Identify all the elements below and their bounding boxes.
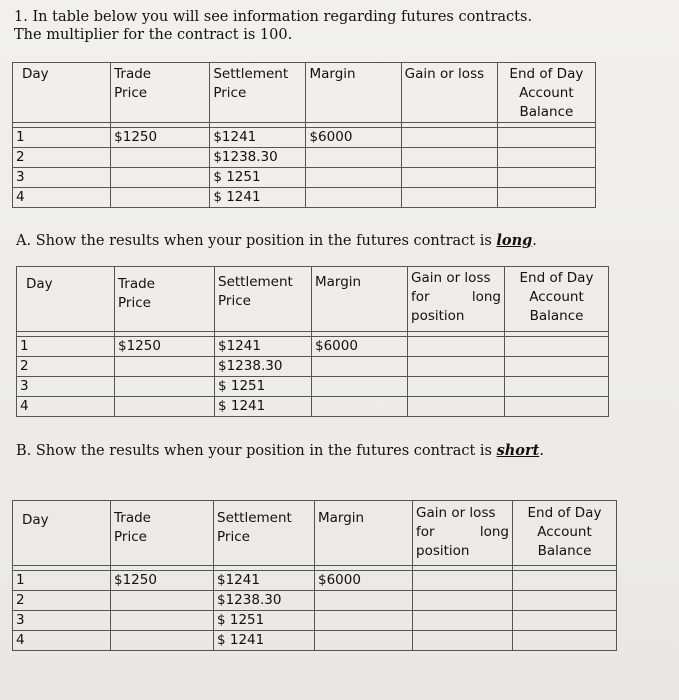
trade-cell: [111, 611, 214, 631]
header-margin: [312, 267, 408, 332]
settle-cell: $1241: [214, 571, 315, 591]
trade-cell: $1250: [111, 128, 210, 148]
header-price-label: Price: [213, 85, 247, 101]
margin-cell: [306, 148, 401, 168]
gain-cell[interactable]: [401, 168, 497, 188]
header-account-label: Account: [529, 289, 584, 305]
margin-cell: [306, 168, 401, 188]
table-row: [17, 397, 609, 417]
header-settlement-label: Settlement: [218, 274, 293, 290]
gain-cell[interactable]: [401, 188, 497, 208]
day-cell: 1: [17, 337, 115, 357]
header-balance-label: Balance: [537, 543, 592, 559]
question-line-1: 1. In table below you will see information regarding futures contracts.: [14, 9, 533, 25]
balance-cell[interactable]: [513, 591, 617, 611]
trade-cell: $1250: [115, 337, 215, 357]
header-for-label: for: [411, 289, 430, 305]
trade-cell: [115, 377, 215, 397]
day-cell: 4: [13, 188, 111, 208]
header-margin: [315, 501, 413, 566]
table-row: [13, 631, 617, 651]
margin-cell: [312, 377, 408, 397]
settle-cell: $1241: [215, 337, 312, 357]
part-b-instruction: [16, 442, 544, 459]
header-end-label: End of Day: [519, 270, 594, 286]
part-b-prefix: B. Show the results when your position in the futures contract is: [16, 443, 497, 459]
futures-table-1: [12, 62, 596, 208]
header-margin-label: Margin: [309, 66, 356, 82]
gain-cell[interactable]: [408, 377, 505, 397]
balance-cell[interactable]: [497, 168, 595, 188]
header-margin-label: Margin: [318, 510, 365, 526]
header-position-label: position: [416, 543, 470, 559]
day-cell: 1: [13, 128, 111, 148]
table-row: [13, 128, 596, 148]
margin-cell: $6000: [315, 571, 413, 591]
part-a-instruction: [16, 232, 537, 249]
margin-cell: [306, 188, 401, 208]
day-cell: 2: [13, 148, 111, 168]
trade-cell: [111, 168, 210, 188]
settle-cell: $1238.30: [214, 591, 315, 611]
trade-cell: [111, 631, 214, 651]
part-b-emphasis: short: [496, 442, 540, 459]
header-trade-label: Trade: [114, 66, 152, 82]
header-end-balance: [505, 267, 609, 332]
balance-cell[interactable]: [505, 337, 609, 357]
trade-cell: [115, 397, 215, 417]
day-cell: 4: [17, 397, 115, 417]
margin-cell: $6000: [306, 128, 401, 148]
day-cell: 1: [13, 571, 111, 591]
question-text: [14, 8, 532, 44]
header-gain-loss: [413, 501, 513, 566]
futures-table-3: [12, 500, 617, 651]
margin-cell: [312, 397, 408, 417]
header-account-label: Account: [537, 524, 592, 540]
balance-cell[interactable]: [513, 611, 617, 631]
margin-cell: [315, 631, 413, 651]
header-settlement-label: Settlement: [213, 66, 289, 82]
margin-cell: $6000: [312, 337, 408, 357]
header-day-label: Day: [26, 276, 53, 292]
header-trade-price: [115, 267, 215, 332]
header-price-label: Price: [118, 295, 151, 311]
settle-cell: $1241: [210, 128, 306, 148]
day-cell: 4: [13, 631, 111, 651]
table-row: [17, 357, 609, 377]
day-cell: 3: [17, 377, 115, 397]
table-row: [13, 611, 617, 631]
margin-cell: [312, 357, 408, 377]
header-margin-label: Margin: [315, 274, 362, 290]
settle-cell: $1238.30: [215, 357, 312, 377]
settle-cell: $ 1251: [215, 377, 312, 397]
day-cell: 2: [13, 591, 111, 611]
header-settlement-price: [214, 501, 315, 566]
header-day: [13, 63, 111, 123]
header-price-label: Price: [217, 529, 250, 545]
header-gain-label: Gain or loss: [404, 66, 485, 82]
header-day: [13, 501, 111, 566]
header-trade-label: Trade: [114, 510, 151, 526]
trade-cell: [111, 148, 210, 168]
header-end-label: End of Day: [527, 505, 602, 521]
header-balance-label: Balance: [519, 104, 574, 120]
gain-cell[interactable]: [408, 357, 505, 377]
trade-cell: $1250: [111, 571, 214, 591]
table-row: [13, 168, 596, 188]
header-gain-loss: [401, 63, 497, 123]
header-gain-loss: [408, 267, 505, 332]
header-price-label: Price: [114, 85, 148, 101]
gain-cell[interactable]: [413, 611, 513, 631]
header-trade-price: [111, 501, 214, 566]
header-long-label: long: [479, 524, 509, 540]
header-settlement-price: [215, 267, 312, 332]
balance-cell[interactable]: [505, 357, 609, 377]
header-margin: [306, 63, 401, 123]
table-row: [13, 571, 617, 591]
gain-cell[interactable]: [413, 631, 513, 651]
day-cell: 3: [13, 168, 111, 188]
header-day: [17, 267, 115, 332]
table-header-row: [13, 63, 596, 123]
header-for-long: [416, 523, 509, 542]
trade-cell: [111, 188, 210, 208]
balance-cell[interactable]: [497, 148, 595, 168]
balance-cell[interactable]: [513, 631, 617, 651]
header-end-balance: [497, 63, 595, 123]
table-header-row: [13, 501, 617, 566]
settle-cell: $1238.30: [210, 148, 306, 168]
header-settlement-label: Settlement: [217, 510, 292, 526]
day-cell: 2: [17, 357, 115, 377]
gain-cell[interactable]: [408, 397, 505, 417]
balance-cell[interactable]: [513, 571, 617, 591]
header-day-label: Day: [22, 66, 49, 82]
header-day-label: Day: [22, 512, 49, 528]
trade-cell: [115, 357, 215, 377]
balance-cell[interactable]: [497, 188, 595, 208]
table-row: [13, 148, 596, 168]
gain-cell[interactable]: [413, 571, 513, 591]
table-row: [13, 188, 596, 208]
balance-cell[interactable]: [505, 397, 609, 417]
settle-cell: $ 1241: [210, 188, 306, 208]
gain-cell[interactable]: [401, 148, 497, 168]
header-gain-label: Gain or loss: [411, 270, 491, 286]
gain-cell[interactable]: [413, 591, 513, 611]
header-gain-label: Gain or loss: [416, 505, 496, 521]
header-end-balance: [513, 501, 617, 566]
header-end-label: End of Day: [509, 66, 584, 82]
trade-cell: [111, 591, 214, 611]
balance-cell[interactable]: [505, 377, 609, 397]
settle-cell: $ 1241: [214, 631, 315, 651]
header-trade-price: [111, 63, 210, 123]
settle-cell: $ 1241: [215, 397, 312, 417]
table-row: [17, 377, 609, 397]
header-price-label: Price: [114, 529, 147, 545]
header-trade-label: Trade: [118, 276, 155, 292]
header-for-long: [411, 288, 501, 307]
header-price-label: Price: [218, 293, 251, 309]
settle-cell: $ 1251: [210, 168, 306, 188]
header-for-label: for: [416, 524, 435, 540]
part-a-suffix: .: [532, 233, 537, 249]
question-line-2: The multiplier for the contract is 100.: [14, 27, 293, 43]
settle-cell: $ 1251: [214, 611, 315, 631]
gain-cell[interactable]: [408, 337, 505, 357]
header-account-label: Account: [519, 85, 574, 101]
gain-cell[interactable]: [401, 128, 497, 148]
table-row: [13, 591, 617, 611]
part-a-emphasis: long: [496, 232, 533, 249]
day-cell: 3: [13, 611, 111, 631]
table-row: [17, 337, 609, 357]
table-header-row: [17, 267, 609, 332]
futures-table-2: [16, 266, 609, 417]
balance-cell[interactable]: [497, 128, 595, 148]
part-a-prefix: A. Show the results when your position in the futures contract is: [16, 233, 497, 249]
margin-cell: [315, 591, 413, 611]
header-long-label: long: [471, 289, 501, 305]
margin-cell: [315, 611, 413, 631]
header-settlement-price: [210, 63, 306, 123]
part-b-suffix: .: [539, 443, 544, 459]
header-balance-label: Balance: [529, 308, 584, 324]
header-position-label: position: [411, 308, 465, 324]
